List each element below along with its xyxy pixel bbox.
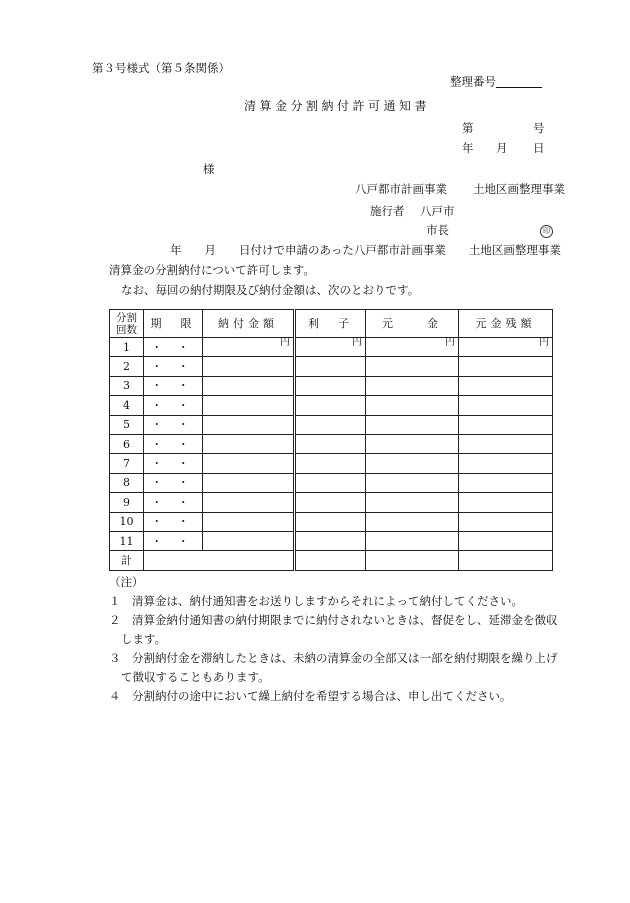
table-row xyxy=(110,415,553,434)
balance-cell xyxy=(459,376,553,395)
balance-cell xyxy=(459,434,553,453)
executor-name: 八戸市 xyxy=(420,204,455,218)
header-installment-line2: 回数 xyxy=(116,323,137,336)
deadline-cell: ・ ・ xyxy=(144,396,203,415)
body-line-1: 年 月 日付けで申請のあった八戸都市計画事業 土地区画整理事業 xyxy=(170,243,561,257)
deadline-cell: ・ ・ xyxy=(144,512,203,531)
principal-cell xyxy=(366,376,459,395)
issuer-project-type: 土地区画整理事業 xyxy=(473,182,565,196)
table-row xyxy=(110,473,553,492)
executor-label: 施行者 xyxy=(370,204,405,218)
total-interest-cell xyxy=(295,551,366,570)
interest-cell xyxy=(295,512,366,531)
ref-number-blank xyxy=(496,76,542,88)
payment-cell xyxy=(203,473,295,492)
payment-cell xyxy=(203,396,295,415)
row-number: 1 xyxy=(110,338,144,357)
row-number: 7 xyxy=(110,454,144,473)
interest-cell xyxy=(295,493,366,512)
deadline-cell: ・ ・ xyxy=(144,357,203,376)
table-row xyxy=(110,357,553,376)
mayor-label: 市長 xyxy=(426,223,449,237)
note-2-line2: します。 xyxy=(121,632,167,646)
principal-cell xyxy=(366,396,459,415)
payment-cell xyxy=(203,454,295,473)
principal-cell xyxy=(366,454,459,473)
body-line-2: 清算金の分割納付について許可します。 xyxy=(109,263,315,277)
interest-cell xyxy=(295,376,366,395)
table-row xyxy=(110,493,553,512)
balance-yen: 円 xyxy=(459,338,553,357)
table-row xyxy=(110,376,553,395)
header-balance: 元金残額 xyxy=(459,310,553,338)
doc-no-suffix: 号 xyxy=(533,121,545,135)
total-payment-cell xyxy=(144,551,295,570)
header-installment-line1: 分割 xyxy=(116,311,137,324)
header-payment: 納付金額 xyxy=(203,310,295,338)
total-principal-cell xyxy=(366,551,459,570)
balance-cell xyxy=(459,396,553,415)
date-month: 月 xyxy=(496,141,508,155)
principal-cell xyxy=(366,415,459,434)
note-2-line1: ２ 清算金納付通知書の納付期限までに納付されないときは、督促をし、延滞金を徴収 xyxy=(109,613,558,627)
payment-cell xyxy=(203,512,295,531)
interest-yen: 円 xyxy=(295,338,366,357)
balance-cell xyxy=(459,531,553,550)
table-row xyxy=(110,396,553,415)
balance-cell xyxy=(459,512,553,531)
form-label: 第３号様式（第５条関係） xyxy=(92,61,230,75)
row-number: 2 xyxy=(110,357,144,376)
issuer-project: 八戸都市計画事業 xyxy=(355,182,447,196)
balance-cell xyxy=(459,454,553,473)
interest-cell xyxy=(295,396,366,415)
table-row xyxy=(110,512,553,531)
interest-cell xyxy=(295,434,366,453)
deadline-cell: ・ ・ xyxy=(144,434,203,453)
total-label: 計 xyxy=(110,551,144,570)
payment-cell xyxy=(203,415,295,434)
ref-number xyxy=(450,76,542,88)
note-3-line1: ３ 分割納付金を滞納したときは、未納の清算金の全部又は一部を納付期限を繰り上げ xyxy=(109,651,558,665)
principal-cell xyxy=(366,434,459,453)
row-number: 10 xyxy=(110,512,144,531)
table-row xyxy=(110,454,553,473)
deadline-cell: ・ ・ xyxy=(144,415,203,434)
balance-cell xyxy=(459,493,553,512)
body-line-3: なお、毎回の納付期限及び納付金額は、次のとおりです。 xyxy=(121,283,420,297)
principal-cell xyxy=(366,493,459,512)
deadline-cell: ・ ・ xyxy=(144,493,203,512)
table-row xyxy=(110,531,553,550)
row-number: 6 xyxy=(110,434,144,453)
payment-cell xyxy=(203,376,295,395)
balance-cell xyxy=(459,473,553,492)
payment-yen: 円 xyxy=(203,338,295,357)
deadline-cell: ・ ・ xyxy=(144,473,203,492)
row-number: 11 xyxy=(110,531,144,550)
header-principal: 元 金 xyxy=(366,310,459,338)
header-deadline: 期 限 xyxy=(144,310,203,338)
table-row xyxy=(110,434,553,453)
note-1: １ 清算金は、納付通知書をお送りしますからそれによって納付してください。 xyxy=(109,594,523,608)
principal-cell xyxy=(366,357,459,376)
row-number: 9 xyxy=(110,493,144,512)
balance-cell xyxy=(459,415,553,434)
principal-cell xyxy=(366,531,459,550)
table-total-row xyxy=(110,551,553,570)
doc-no-prefix: 第 xyxy=(462,121,474,135)
table-row xyxy=(110,338,553,357)
payment-cell xyxy=(203,434,295,453)
principal-cell xyxy=(366,473,459,492)
row-number: 5 xyxy=(110,415,144,434)
balance-cell xyxy=(459,357,553,376)
interest-cell xyxy=(295,454,366,473)
seal-mark: 印 xyxy=(540,225,553,238)
addressee-suffix: 様 xyxy=(203,162,215,176)
deadline-cell: ・ ・ xyxy=(144,338,203,357)
payment-cell xyxy=(203,493,295,512)
deadline-cell: ・ ・ xyxy=(144,531,203,550)
date-day: 日 xyxy=(533,141,545,155)
table-header-row xyxy=(110,310,553,338)
interest-cell xyxy=(295,357,366,376)
document-title: 清算金分割納付許可通知書 xyxy=(244,99,431,113)
installment-table xyxy=(109,309,553,571)
row-number: 3 xyxy=(110,376,144,395)
row-number: 8 xyxy=(110,473,144,492)
note-3-line2: て徴収することもあります。 xyxy=(121,670,270,684)
row-number: 4 xyxy=(110,396,144,415)
deadline-cell: ・ ・ xyxy=(144,454,203,473)
header-interest: 利 子 xyxy=(295,310,366,338)
interest-cell xyxy=(295,473,366,492)
header-installment xyxy=(110,310,144,338)
payment-cell xyxy=(203,531,295,550)
total-balance-cell xyxy=(459,551,553,570)
note-4: ４ 分割納付の途中において繰上納付を希望する場合は、申し出てください。 xyxy=(109,689,512,703)
ref-number-label: 整理番号 xyxy=(450,74,496,89)
principal-yen: 円 xyxy=(366,338,459,357)
interest-cell xyxy=(295,415,366,434)
seal-mark-wrap xyxy=(540,224,553,238)
date-year: 年 xyxy=(462,141,474,155)
payment-cell xyxy=(203,357,295,376)
deadline-cell: ・ ・ xyxy=(144,376,203,395)
principal-cell xyxy=(366,512,459,531)
notes-heading: （注） xyxy=(109,575,144,589)
interest-cell xyxy=(295,531,366,550)
